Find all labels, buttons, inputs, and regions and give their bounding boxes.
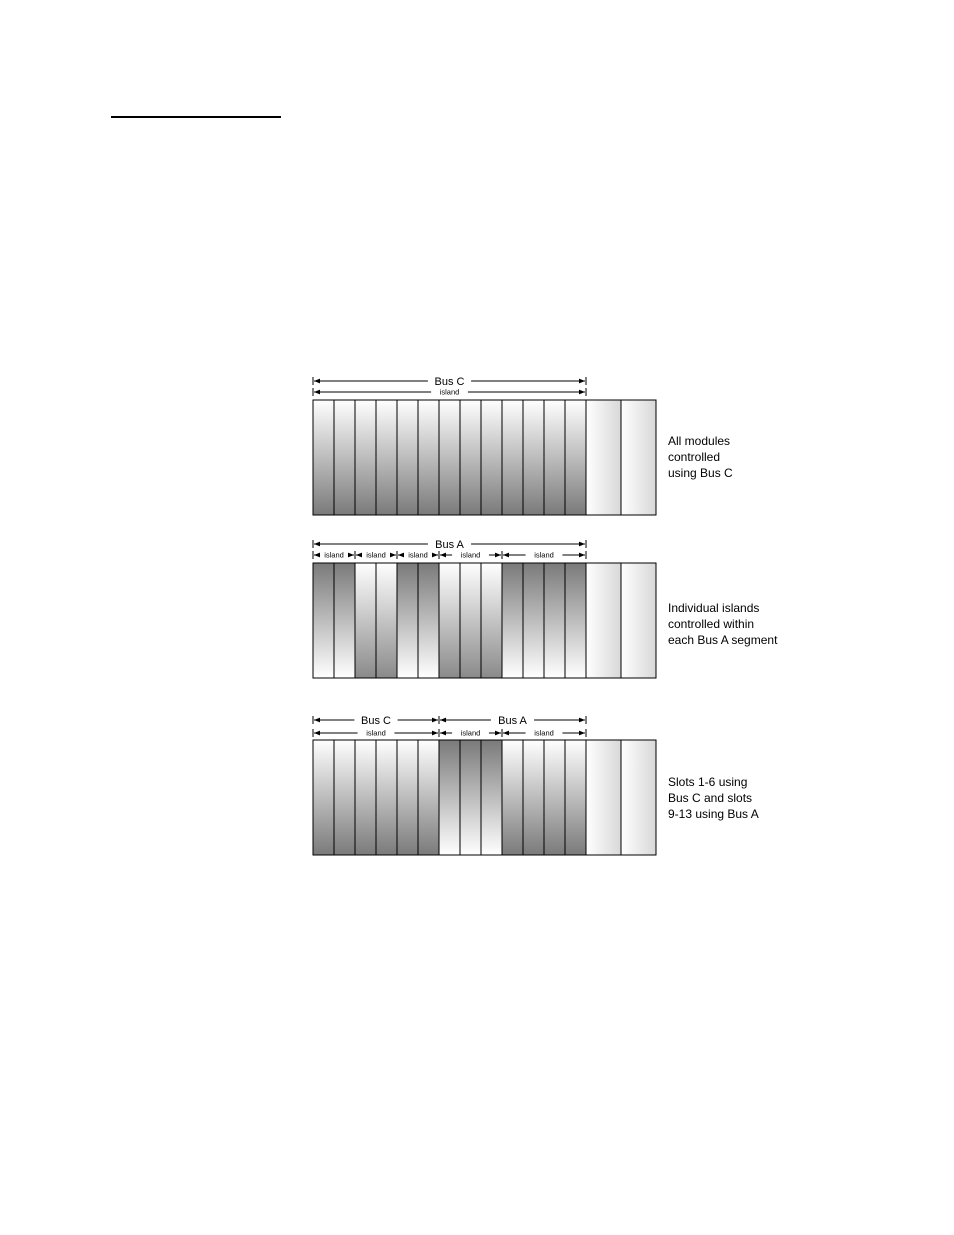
chassis-slot <box>544 400 565 515</box>
chassis-slot <box>313 400 334 515</box>
bus-span <box>313 376 586 388</box>
chassis-diagram-3 <box>313 715 656 855</box>
chassis-slot <box>355 400 376 515</box>
chassis-slot <box>523 400 544 515</box>
island-span <box>439 729 502 738</box>
chassis-slot <box>313 740 334 855</box>
chassis-slot <box>418 563 439 678</box>
island-span <box>502 551 586 560</box>
chassis-slot <box>376 740 397 855</box>
chassis-diagram-1 <box>313 376 656 515</box>
bus-span <box>313 539 586 551</box>
chassis-slot <box>439 400 460 515</box>
chassis-slot <box>460 740 481 855</box>
caption-mixed-bus <box>668 774 759 822</box>
caption-line: using Bus C <box>668 466 733 480</box>
caption-line: controlled <box>668 450 721 464</box>
chassis-slot <box>334 563 355 678</box>
island-span <box>439 551 502 560</box>
chassis-slot <box>481 740 502 855</box>
caption-line: Individual islands <box>668 601 760 615</box>
island-span-label: island <box>439 387 460 397</box>
island-span-label: island <box>534 550 554 560</box>
island-span <box>502 729 586 738</box>
chassis-slot <box>523 740 544 855</box>
power-supply-slot <box>621 400 656 515</box>
chassis-slot <box>481 400 502 515</box>
bus-span <box>439 715 586 727</box>
power-supply-slot <box>586 563 621 678</box>
chassis-slot <box>565 563 586 678</box>
chassis-diagram-2 <box>313 539 656 678</box>
chassis-slot <box>565 400 586 515</box>
power-supply-slot <box>586 400 621 515</box>
island-span <box>313 551 355 560</box>
chassis-slot <box>397 563 418 678</box>
chassis-slot <box>481 563 502 678</box>
power-supply-slot <box>621 740 656 855</box>
bus-span-label: Bus C <box>434 375 465 388</box>
chassis-slot <box>502 563 523 678</box>
chassis-slot <box>565 740 586 855</box>
island-span-label: island <box>534 728 554 738</box>
chassis-slot <box>355 740 376 855</box>
chassis-slot <box>334 740 355 855</box>
chassis-slot <box>439 740 460 855</box>
chassis-slot <box>397 740 418 855</box>
chassis-slot <box>460 400 481 515</box>
chassis-slot <box>460 563 481 678</box>
island-span-label: island <box>460 728 481 738</box>
chassis-slot <box>397 400 418 515</box>
island-span-label: island <box>366 728 386 738</box>
caption-line: Slots 1-6 using <box>668 775 748 789</box>
caption-line: 9-13 using Bus A <box>668 807 759 821</box>
island-span <box>397 551 439 560</box>
chassis-slot <box>439 563 460 678</box>
power-supply-slot <box>586 740 621 855</box>
bus-span-label: Bus C <box>361 714 391 727</box>
chassis-slot <box>418 400 439 515</box>
island-span <box>313 388 586 397</box>
island-span-label: island <box>324 550 344 560</box>
chassis-slot <box>544 563 565 678</box>
caption-line: controlled within <box>668 617 755 631</box>
island-span-label: island <box>460 550 481 560</box>
caption-line: each Bus A segment <box>668 633 778 647</box>
bus-span <box>313 715 439 727</box>
bus-span-label: Bus A <box>498 714 527 727</box>
caption-individual-islands <box>668 600 777 648</box>
chassis-slot <box>502 400 523 515</box>
island-span <box>313 729 439 738</box>
island-span <box>355 551 397 560</box>
chassis-slot <box>313 563 334 678</box>
chassis-slot <box>376 400 397 515</box>
caption-line: All modules <box>668 434 731 448</box>
island-span-label: island <box>408 550 428 560</box>
power-supply-slot <box>621 563 656 678</box>
caption-all-modules <box>668 433 733 481</box>
bus-span-label: Bus A <box>435 538 464 551</box>
island-span-label: island <box>366 550 386 560</box>
chassis-slot <box>544 740 565 855</box>
chassis-slot <box>502 740 523 855</box>
chassis-slot <box>355 563 376 678</box>
chassis-slot <box>376 563 397 678</box>
chassis-slot <box>418 740 439 855</box>
chassis-slot <box>523 563 544 678</box>
chassis-slot <box>334 400 355 515</box>
caption-line: Bus C and slots <box>668 791 753 805</box>
